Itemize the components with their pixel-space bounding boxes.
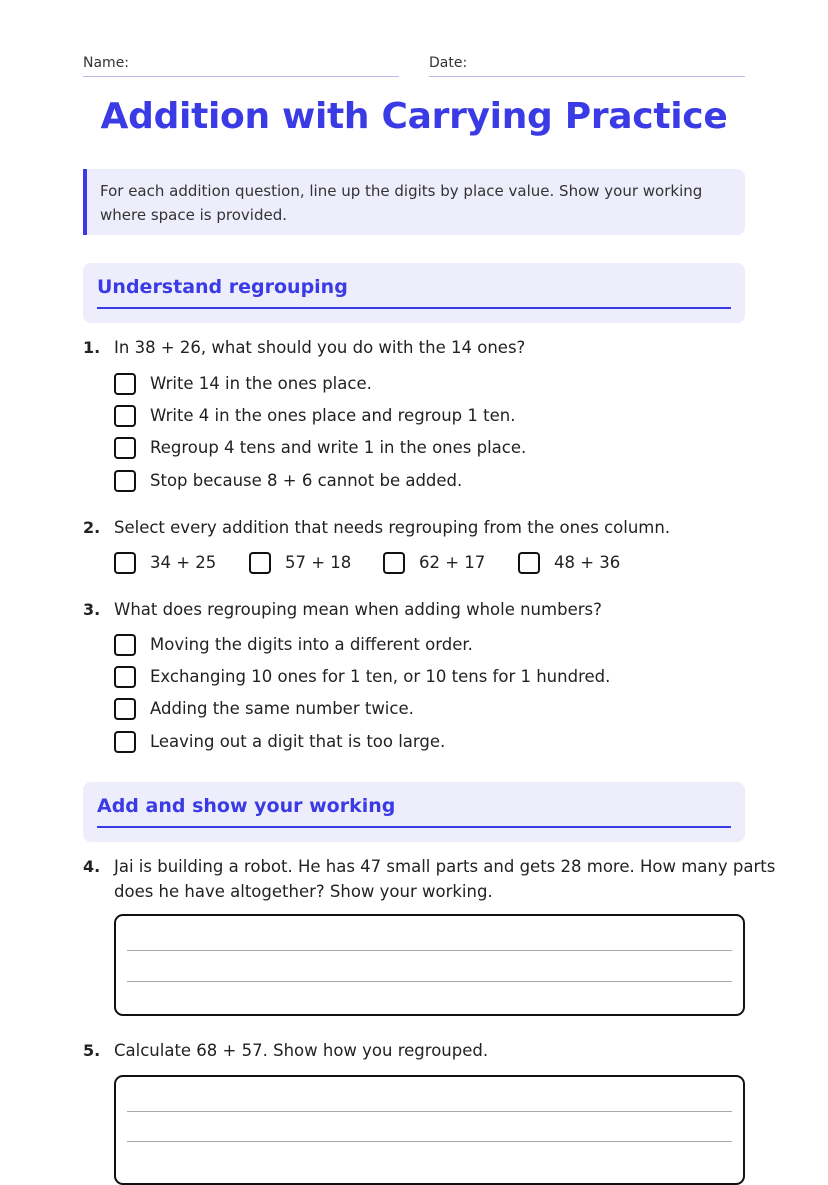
checkbox[interactable] <box>114 405 136 427</box>
writing-line <box>127 1111 732 1112</box>
writing-line <box>127 1141 732 1142</box>
question-number: 3. <box>83 600 101 619</box>
question-text: Calculate 68 + 57. Show how you regrouped. <box>114 1041 489 1060</box>
option-label: 57 + 18 <box>285 553 352 572</box>
option-label: 48 + 36 <box>554 553 621 572</box>
question-text: What does regrouping mean when adding whole numbers? <box>114 600 602 619</box>
question-text-line-1: Jai is building a robot. He has 47 small parts and gets 28 more. How many parts <box>114 857 776 876</box>
writing-line <box>127 981 732 982</box>
option-label: 34 + 25 <box>150 553 217 572</box>
option-label: Write 14 in the ones place. <box>150 374 372 393</box>
checkbox[interactable] <box>518 552 540 574</box>
name-label: Name: <box>83 55 130 71</box>
option-label: Adding the same number twice. <box>150 699 414 718</box>
question-number: 5. <box>83 1041 101 1060</box>
option-label: Leaving out a digit that is too large. <box>150 732 446 751</box>
working-box[interactable] <box>114 1075 745 1185</box>
checkbox[interactable] <box>114 634 136 656</box>
option-label: Regroup 4 tens and write 1 in the ones place. <box>150 438 527 457</box>
question-text: In 38 + 26, what should you do with the 14 ones? <box>114 338 526 357</box>
option-label: Stop because 8 + 6 cannot be added. <box>150 471 463 490</box>
instructions-box: For each addition question, line up the digits by place value. Show your working where space is provided. <box>83 169 745 235</box>
working-box[interactable] <box>114 914 745 1016</box>
option-label: 62 + 17 <box>419 553 486 572</box>
section-header-understand-regrouping <box>83 263 745 323</box>
checkbox[interactable] <box>114 666 136 688</box>
question-text-line-2: does he have altogether? Show your working. <box>114 882 493 901</box>
option-label: Write 4 in the ones place and regroup 1 ten. <box>150 406 516 425</box>
date-label: Date: <box>429 55 468 71</box>
checkbox[interactable] <box>114 698 136 720</box>
option-label: Moving the digits into a different order. <box>150 635 473 654</box>
writing-line <box>127 950 732 951</box>
header-fields <box>83 52 745 78</box>
option-label: Exchanging 10 ones for 1 ten, or 10 tens for 1 hundred. <box>150 667 611 686</box>
checkbox[interactable] <box>114 731 136 753</box>
name-field[interactable] <box>83 52 399 77</box>
section-header-add-and-show-working <box>83 782 745 842</box>
page-title: Addition with Carrying Practice <box>100 96 728 137</box>
checkbox[interactable] <box>383 552 405 574</box>
section-title: Add and show your working <box>97 795 731 828</box>
checkbox[interactable] <box>114 552 136 574</box>
question-number: 1. <box>83 338 101 357</box>
section-title: Understand regrouping <box>97 276 731 309</box>
checkbox[interactable] <box>114 437 136 459</box>
checkbox[interactable] <box>114 373 136 395</box>
question-number: 4. <box>83 857 101 876</box>
date-field[interactable] <box>429 52 745 77</box>
checkbox[interactable] <box>114 470 136 492</box>
question-text: Select every addition that needs regrouping from the ones column. <box>114 518 671 537</box>
question-number: 2. <box>83 518 101 537</box>
checkbox[interactable] <box>249 552 271 574</box>
